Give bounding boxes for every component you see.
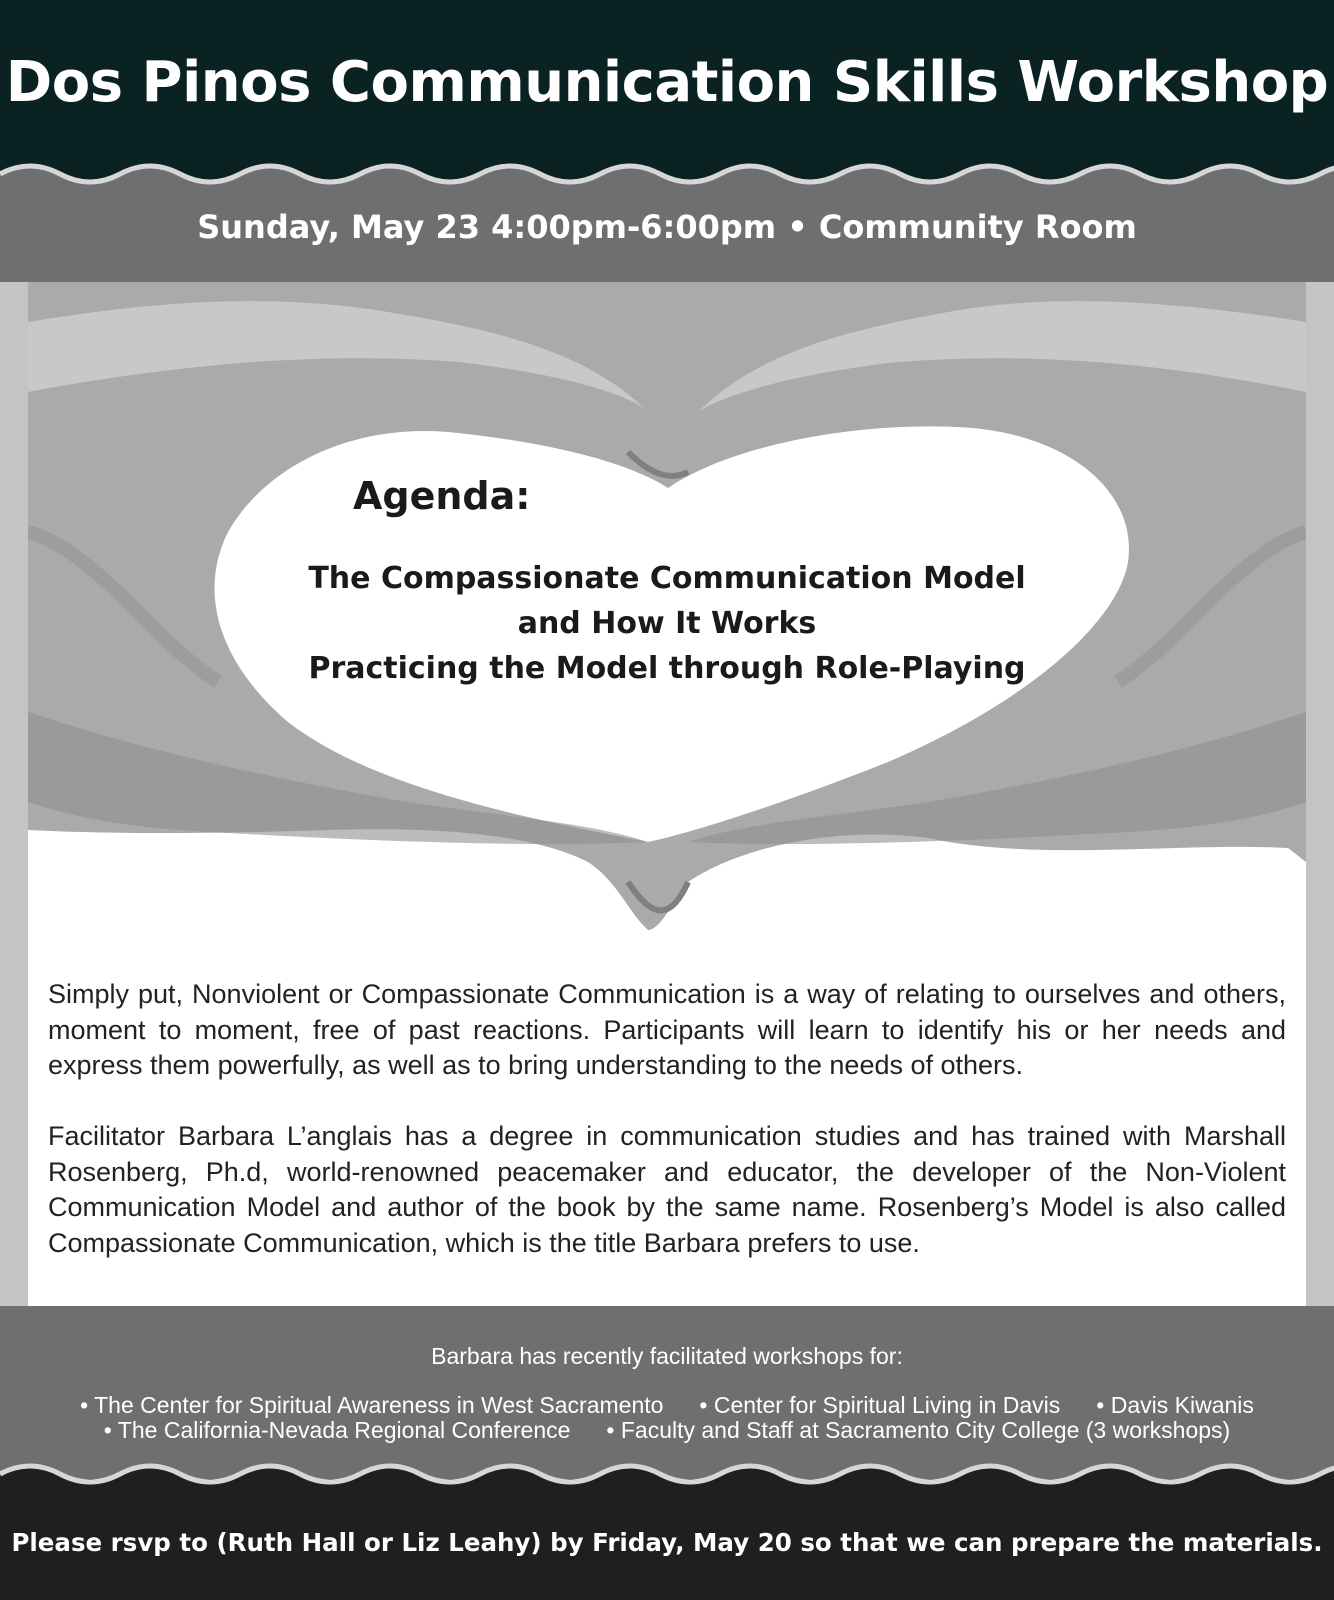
rsvp-notice: Please rsvp to (Ruth Hall or Liz Leahy) by Friday, May 20 so that we can prepare the materials.: [11, 1528, 1323, 1557]
bottom-wave-divider: [0, 1458, 1334, 1498]
top-wave-divider: [0, 150, 1334, 190]
workshop-item: • Faculty and Staff at Sacramento City College (3 workshops): [606, 1417, 1231, 1443]
agenda-item: and How It Works: [517, 606, 817, 641]
workshops-row: [0, 1392, 1334, 1418]
main-content: [28, 282, 1306, 1306]
workshops-row: [0, 1417, 1334, 1443]
workshop-item: • Center for Spiritual Living in Davis: [699, 1392, 1061, 1418]
workshop-item: • The California-Nevada Regional Conference: [103, 1417, 571, 1443]
workshops-label: Barbara has recently facilitated workshops for:: [431, 1343, 903, 1369]
facilitator-paragraph: Facilitator Barbara L’anglais has a degree in communication studies and has trained with Marshall Rosenberg, Ph.d, world-renowned peacemaker and educator, the developer of the Non-Violent Communication Model and author of the book by the same name. Rosenberg’s Model is also called Compassionate Communication, which is the title Barbara prefers to use.: [48, 1121, 1286, 1258]
workshop-item: • Davis Kiwanis: [1096, 1392, 1254, 1418]
agenda-list: [28, 556, 1306, 691]
agenda-item: Practicing the Model through Role-Playing: [308, 651, 1026, 686]
intro-paragraph: Simply put, Nonviolent or Compassionate Communication is a way of relating to ourselves and others, moment to moment, free of past reactions. Participants will learn to identify his or her needs and express them powerfully, as well as to bring understanding to the needs of others.: [48, 979, 1286, 1080]
page-title: Dos Pinos Communication Skills Workshop: [5, 50, 1329, 115]
agenda-item: The Compassionate Communication Model: [308, 561, 1026, 596]
event-date-location: Sunday, May 23 4:00pm-6:00pm • Community Room: [197, 208, 1137, 246]
agenda-heading: Agenda:: [353, 474, 531, 518]
workshop-item: • The Center for Spiritual Awareness in West Sacramento: [80, 1392, 664, 1418]
